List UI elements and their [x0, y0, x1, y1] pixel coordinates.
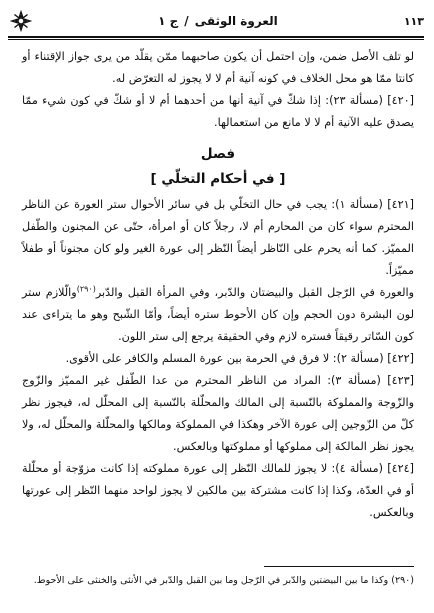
paragraph-masala-4: [٤٢٤] (مسألة ٤): لا يجوز للمالك النّظر إلى عورة مملوكته إذا كانت مزوّجة أو محلّلة أو في العدّة، وكذا إذا كانت مشتركة بين مالكين لا يجوز لواحد منهما النّظر إلى عورتها وبالعكس. [22, 462, 414, 519]
section-heading: فصل [200, 146, 236, 162]
book-title: العروة الوثقى [194, 14, 278, 28]
paragraph-masala-23: [٤٢٠] (مسألة ٢٣): إذا شكّ في آنية أنها من أحدهما أم لا أو شكّ في كون شيء ممّا يصدق عليه الآنية أم لا لا مانع من استعمالها. [22, 94, 414, 129]
footnote: (٢٩٠) وكذا ما بين البيضتين والدّبر في الرّجل وما بين القبل والدّبر في الأنثى والخنثى على الأحوط. [33, 575, 414, 586]
paragraph-masala-2: [٤٢٢] (مسألة ٢): لا فرق في الحرمة بين عورة المسلم والكافر على الأقوى. [65, 352, 414, 365]
footnote-reference[interactable]: (٢٩٠) [76, 284, 96, 294]
paragraph-masala-1: [٤٢١] (مسألة ١): يجب في حال التخلّي بل في سائر الأحوال ستر العورة عن الناظر المحترم سواء كان من المحارم أم لا، رجلاً كان أو امرأة، حتّى عن المجنون والطّفل المميّز. كما أنه يحرم على النّاظر أيضاً النّظر إلى عورة الغير ولو كان مجنوناً أو طفلاً مميّزاً. [22, 198, 414, 277]
header-rule [8, 36, 424, 38]
floral-ornament-icon [10, 10, 32, 32]
paragraph-awrah [22, 282, 414, 348]
footnote-divider [264, 566, 414, 567]
section-subheading: [ في أحكام التخلّي ] [150, 171, 286, 187]
volume-label: ج ١ [158, 14, 179, 28]
page-header [8, 6, 424, 36]
awrah-text: والعورة في الرّجل القبل والبيضتان والدّبر، وفي المرأة القبل والدّبر [95, 286, 414, 299]
main-text [22, 46, 414, 524]
header-separator: / [184, 14, 189, 28]
paragraph-masala-3: [٤٢٣] (مسألة ٣): المراد من الناظر المحترم من عدا الطّفل غير المميّز والزّوج والزّوجة والمملوكة بالنّسبة إلى المالك والمحلّلة بالنّسبة إلى المحلّل له، فيجوز نظر كلّ من الزّوجين إلى عورة الآخر وهكذا في المملوكة ومالكها والمحلّلة والمحلّل له، ولا يجوز نظر المالكة إلى مملوكها أو مملوكتها وبالعكس. [22, 374, 414, 453]
paragraph: لو تلف الأصل ضمن، وإن احتمل أن يكون صاحبهما ممّن يقلّد من يرى جواز الإقتناء أو كانتا ممّا هو محل الخلاف في كونه آنية أم لا لا يجوز له التعرّض له. [22, 50, 414, 85]
running-head [158, 14, 278, 28]
header-rule-thin [8, 39, 424, 40]
page-number: ١١٣ [403, 14, 424, 28]
awrah-continuation: والّلازم ستر لون البشرة دون الحجم وإن كان الأحوط ستره أيضاً، وأمّا الشّبح وهو ما يتراءى عند كون السّاتر رقيقاً فستره لازم وفي الحقيقة يرجع إلى ستر اللون. [22, 286, 414, 343]
